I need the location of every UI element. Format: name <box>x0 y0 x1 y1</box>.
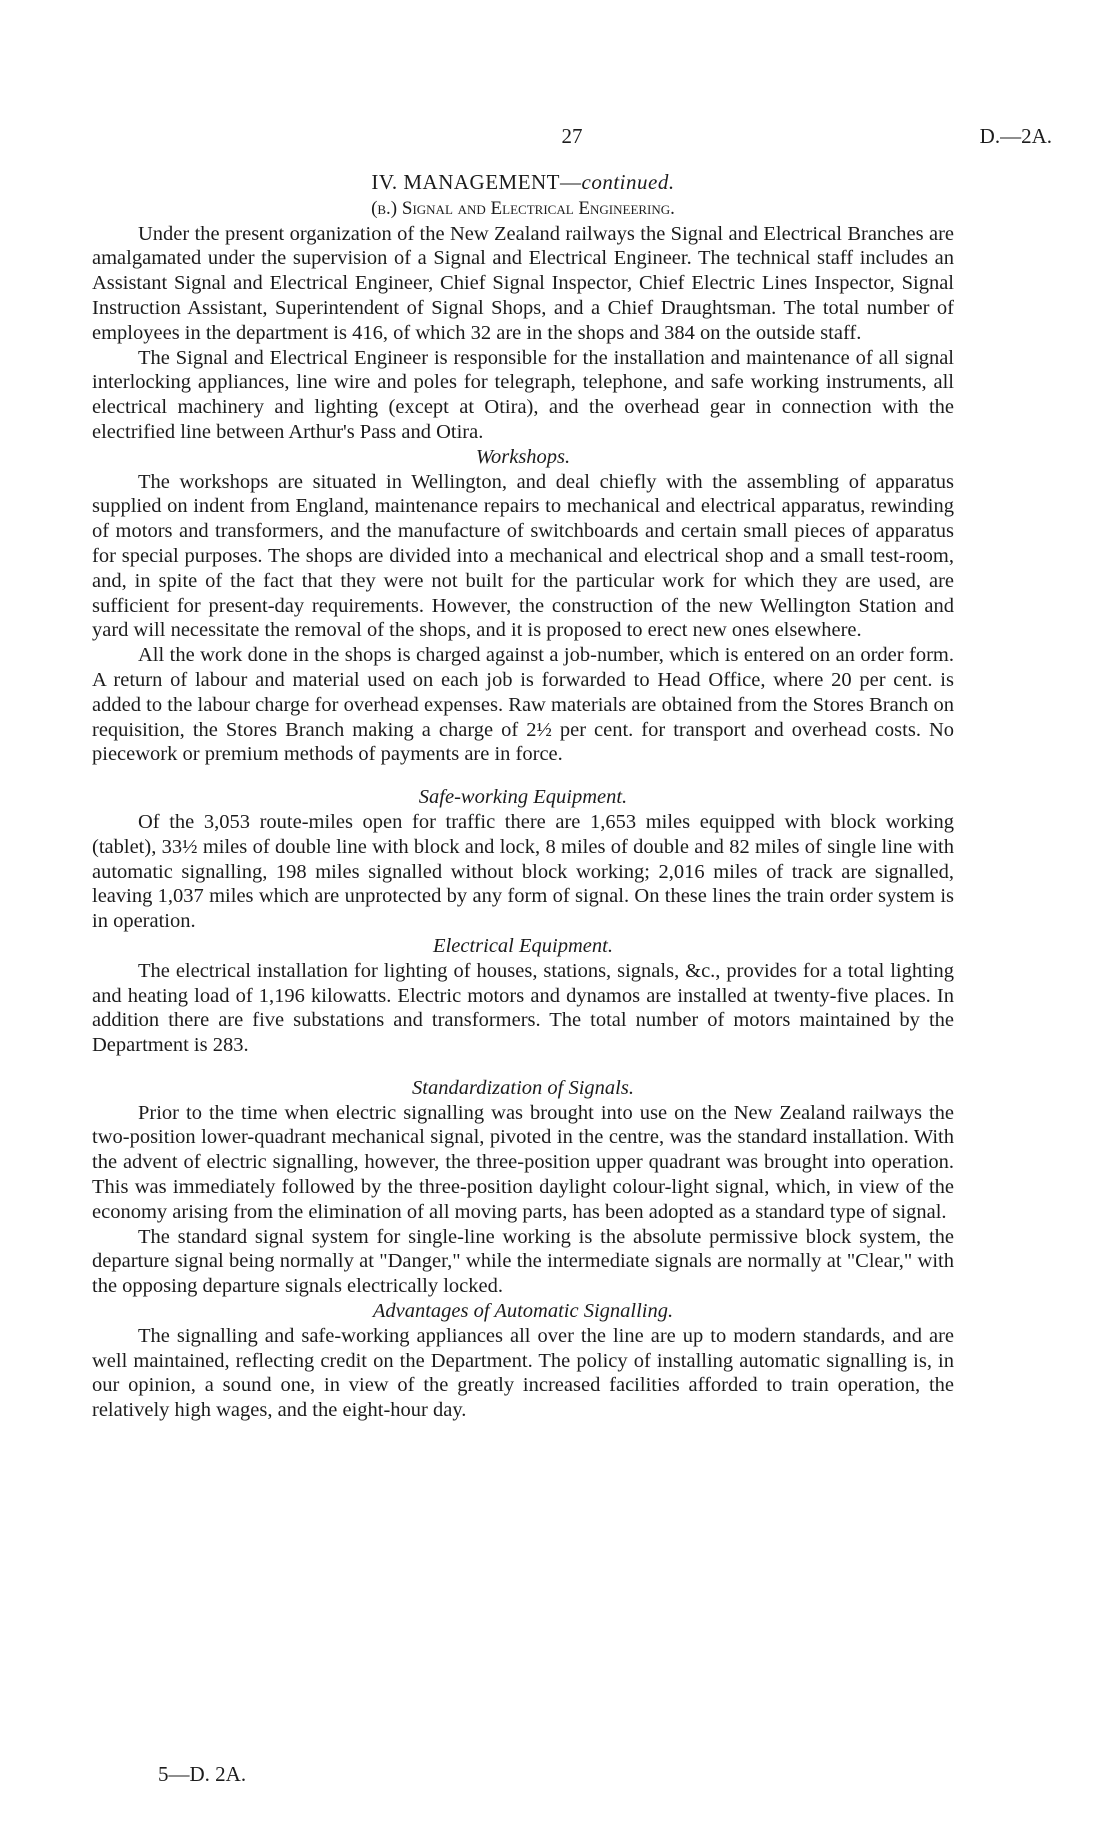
page-header <box>92 124 1052 154</box>
paragraph-workshops-1: The workshops are situated in Wellington, and deal chiefly with the assembling of apparatus supplied on indent from England, maintenance repairs to mechanical and electrical apparatus, rewinding of motors and transformers, and the manufacture of switchboards and certain small pieces of apparatus for special purposes. The shops are divided into a mechanical and electrical shop and a small test-room, and, in spite of the fact that they were not built for the particular work for which they are used, are sufficient for present-day requirements. However, the construction of the new Wellington Station and yard will necessitate the removal of the shops, and it is proposed to erect new ones elsewhere. <box>92 470 954 642</box>
document-reference: D.—2A. <box>979 124 1052 148</box>
subheading-electrical: Electrical Equipment. <box>433 934 613 957</box>
paragraph-electrical: The electrical installation for lighting of houses, stations, signals, &c., provides for a total lighting and heating load of 1,196 kilowatts. Electric motors and dynamos are installed at twenty-five places. In addition there are five substations and transformers. The total number of motors maintained by the Department is 283. <box>92 959 954 1057</box>
page-number: 27 <box>561 124 583 148</box>
subheading-advantages: Advantages of Automatic Signalling. <box>372 1300 674 1323</box>
paragraph-safe-working: Of the 3,053 route-miles open for traffic there are 1,653 miles equipped with block working (tablet), 33½ miles of double line with block and lock, 8 miles of double and 82 miles of single line with automatic signalling, 198 miles signalled without block working; 2,016 miles of track are signalled, leaving 1,037 miles which are unprotected by any form of signal. On these lines the train order system is in operation. <box>92 810 954 933</box>
paragraph-organization: Under the present organization of the New Zealand railways the Signal and Electrical Branches are amalgamated under the supervision of a Signal and Electrical Engineer. The technical staff includes an Assistant Signal and Electrical Engineer, Chief Signal Inspector, Chief Electric Lines Inspector, Signal Instruction Assistant, Superintendent of Signal Shops, and a Chief Draughtsman. The total number of employees in the department is 416, of which 32 are in the shops and 384 on the outside staff. <box>92 222 954 344</box>
subheading-workshops: Workshops. <box>475 445 571 468</box>
section-title-continued: continued. <box>581 170 675 194</box>
paragraph-standardization-1: Prior to the time when electric signalling was brought into use on the New Zealand railways the two-position lower-quadrant mechanical signal, pivoted in the centre, was the standard installation. With the advent of electric signalling, however, the three-position upper quadrant was brought into operation. This was immediately followed by the three-position daylight colour-light signal, which, in view of the economy arising from the elimination of all moving parts, has been adopted as a standard type of signal. <box>92 1101 954 1223</box>
section-title <box>92 170 954 195</box>
section-title-main: IV. MANAGEMENT— <box>371 170 582 194</box>
paragraph-workshops-2: All the work done in the shops is charged against a job-number, which is entered on an order form. A return of labour and material used on each job is forwarded to Head Office, where 20 per cent. is added to the labour charge for overhead expenses. Raw materials are obtained from the Stores Branch on requisition, the Stores Branch making a charge of 2½ per cent. for transport and overhead costs. No piecework or premium methods of payments are in force. <box>92 644 954 766</box>
subheading-standardization: Standardization of Signals. <box>412 1076 634 1099</box>
printer-signature: 5—D. 2A. <box>158 1762 247 1786</box>
subheading-safe-working: Safe-working Equipment. <box>418 786 628 809</box>
paragraph-standardization-2: The standard signal system for single-line working is the absolute permissive block system, the departure signal being normally at "Danger," while the intermediate signals are normally at "Clear," with the opposing departure signals electrically locked. <box>92 1225 954 1298</box>
page-body <box>92 170 954 1423</box>
section-subtitle: (b.) Signal and Electrical Engineering. <box>371 197 675 219</box>
paragraph-responsibility: The Signal and Electrical Engineer is responsible for the installation and maintenance of all signal interlocking appliances, line wire and poles for telegraph, telephone, and safe working instruments, all electrical machinery and lighting (except at Otira), and the overhead gear in connection with the electrified line between Arthur's Pass and Otira. <box>92 346 954 443</box>
paragraph-advantages: The signalling and safe-working appliances all over the line are up to modern standards, and are well maintained, reflecting credit on the Department. The policy of installing automatic signalling is, in our opinion, a sound one, in view of the greatly increased facilities afforded to train operation, the relatively high wages, and the eight-hour day. <box>92 1324 954 1422</box>
